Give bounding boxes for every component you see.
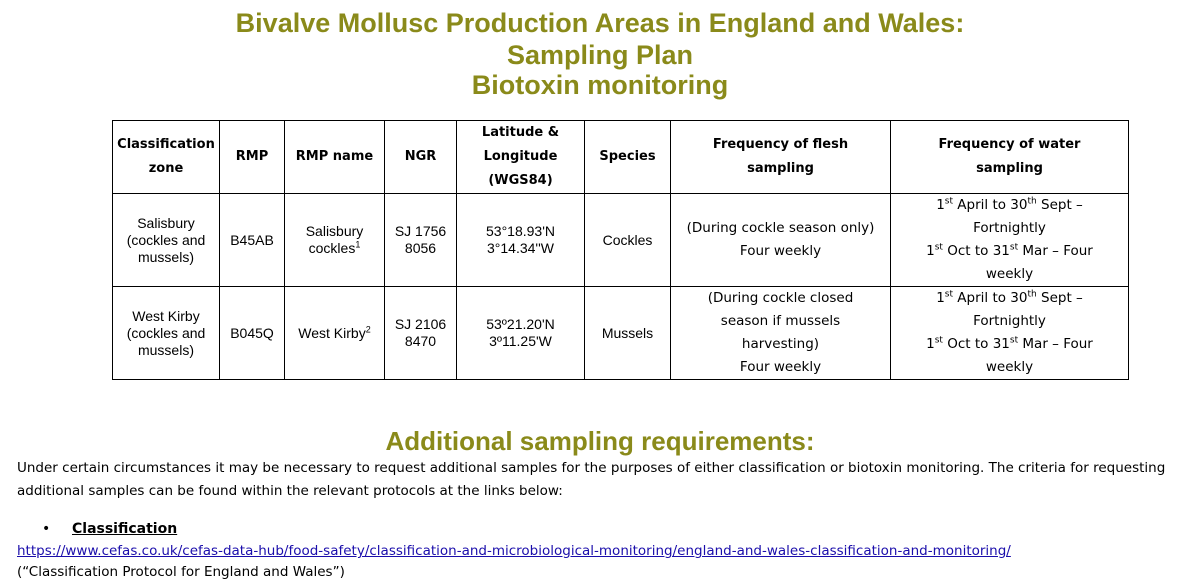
- header-water-frequency: Frequency of water sampling: [891, 121, 1129, 194]
- cell-ngr: SJ 2106 8470: [385, 287, 457, 380]
- header-rmp: RMP: [220, 121, 285, 194]
- cell-zone: Salisbury (cockles and mussels): [113, 194, 220, 287]
- cell-rmp-name: West Kirby$^2$: [285, 287, 385, 380]
- cell-rmp-name: Salisbury cockles$^1$: [285, 194, 385, 287]
- cell-latlon: 53º21.20'N 3º11.25'W: [457, 287, 585, 380]
- cell-rmp: B045Q: [220, 287, 285, 380]
- header-flesh-frequency: Frequency of flesh sampling: [671, 121, 891, 194]
- header-species: Species: [585, 121, 671, 194]
- cell-ngr: SJ 1756 8056: [385, 194, 457, 287]
- section-heading: Additional sampling requirements:: [385, 426, 815, 456]
- cell-species: Cockles: [585, 194, 671, 287]
- sampling-plan-table: [112, 120, 1129, 380]
- bullet-item: [42, 518, 177, 540]
- page-title: Bivalve Mollusc Production Areas in England and Wales:: [235, 8, 965, 38]
- intro-paragraph: Under certain circumstances it may be necessary to request additional samples for the purposes of either classification or biotoxin monitoring. The criteria for requesting additional samples can be found within the relevant protocols at the links below:: [17, 460, 1166, 499]
- bullet-label: Classification: [72, 521, 178, 537]
- cell-rmp: B45AB: [220, 194, 285, 287]
- page-subtitle: Sampling Plan: [506, 40, 694, 70]
- table-header-row: [113, 121, 1129, 194]
- header-ngr: NGR: [385, 121, 457, 194]
- header-rmp-name: RMP name: [285, 121, 385, 194]
- cell-flesh-frequency: (During cockle closed season if mussels harvesting) Four weekly: [671, 287, 891, 380]
- bullet-icon: •: [42, 521, 51, 537]
- page-subtitle-2: Biotoxin monitoring: [471, 70, 729, 100]
- header-latitude-longitude: Latitude & Longitude (WGS84): [457, 121, 585, 194]
- cell-water-frequency: 1st April to 30th Sept – Fortnightly 1st Oct to 31st Mar – Four weekly: [891, 287, 1129, 380]
- header-classification-zone: Classification zone: [113, 121, 220, 194]
- cell-flesh-frequency: (During cockle season only) Four weekly: [671, 194, 891, 287]
- cell-latlon: 53°18.93'N 3°14.34''W: [457, 194, 585, 287]
- cell-species: Mussels: [585, 287, 671, 380]
- cell-zone: West Kirby (cockles and mussels): [113, 287, 220, 380]
- table-row: [113, 287, 1129, 380]
- cell-water-frequency: 1st April to 30th Sept – Fortnightly 1st Oct to 31st Mar – Four weekly: [891, 194, 1129, 287]
- table-row: [113, 194, 1129, 287]
- classification-link[interactable]: https://www.cefas.co.uk/cefas-data-hub/food-safety/classification-and-microbiological-monitoring/england-and-wales-classification-and-monitoring/: [17, 543, 1011, 559]
- protocol-note: (“Classification Protocol for England and Wales”): [17, 564, 345, 580]
